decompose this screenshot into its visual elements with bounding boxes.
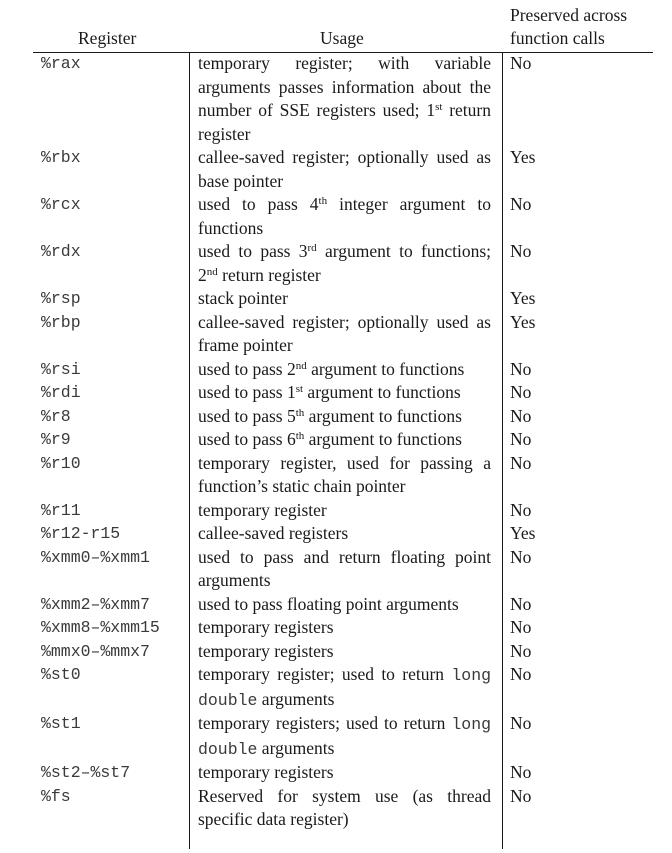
preserved-value: No	[510, 499, 532, 520]
table-row	[33, 785, 653, 832]
register-usage: temporary registers	[198, 640, 334, 661]
register-name: %rsi	[41, 359, 81, 379]
ordinal-suffix: th	[318, 195, 328, 207]
register-name: %rbp	[41, 312, 81, 332]
register-name: %st1	[41, 714, 81, 733]
table-row	[33, 663, 653, 712]
register-usage-table	[33, 0, 653, 853]
register-name: %st0	[41, 665, 81, 684]
preserved-value: No	[510, 405, 532, 426]
register-usage: temporary registers	[198, 762, 334, 782]
preserved-value: No	[510, 762, 532, 782]
table-row	[33, 452, 653, 499]
table-row	[33, 311, 653, 358]
preserved-value: No	[510, 53, 532, 73]
register-usage: used to pass 4th integer argument to functions	[198, 194, 492, 238]
register-name: %xmm8–%xmm15	[41, 618, 160, 637]
register-usage: used to pass 5th argument to functions	[198, 405, 462, 426]
ordinal-suffix: th	[295, 430, 305, 442]
preserved-value: No	[510, 617, 532, 637]
table-row	[33, 52, 653, 146]
register-usage: used to pass 3rd argument to functions; 2nd return register	[198, 241, 491, 285]
preserved-value: No	[510, 429, 532, 449]
preserved-value: No	[510, 546, 532, 567]
register-name: %r9	[41, 430, 71, 449]
register-usage: used to pass 2nd argument to functions	[198, 358, 465, 379]
ordinal-suffix: st	[435, 101, 443, 113]
register-usage: temporary register	[198, 499, 327, 520]
register-usage: temporary register, used for passing a function’s static chain pointer	[198, 452, 491, 496]
register-usage: temporary register; used to return long double arguments	[198, 664, 491, 710]
register-name: %rax	[41, 54, 81, 73]
preserved-value: No	[510, 382, 532, 402]
register-usage: callee-saved registers	[198, 523, 349, 543]
table-row	[33, 240, 653, 287]
table-row	[33, 193, 653, 240]
preserved-value: No	[510, 785, 532, 806]
code-type: long double	[198, 666, 491, 710]
preserved-value: No	[510, 358, 532, 379]
ordinal-suffix: rd	[307, 242, 317, 254]
register-name: %rdx	[41, 242, 81, 261]
register-name: %mmx0–%mmx7	[41, 641, 150, 661]
header-preserved	[510, 4, 627, 50]
register-usage: Reserved for system use (as thread specific data register)	[198, 785, 491, 829]
register-usage: callee-saved register; optionally used as base pointer	[198, 147, 491, 191]
ordinal-suffix: nd	[206, 265, 218, 278]
register-name: %r12-r15	[41, 524, 121, 543]
register-usage: used to pass 6th argument to functions	[198, 429, 462, 449]
register-usage: temporary register; with variable arguments passes information about the number of SSE registers used; 1st return register	[198, 53, 491, 144]
ordinal-suffix: nd	[295, 359, 307, 372]
preserved-value: Yes	[510, 311, 536, 332]
table-row	[33, 428, 653, 452]
register-name: %xmm2–%xmm7	[41, 594, 150, 614]
table-row	[33, 712, 653, 761]
register-name: %r8	[41, 406, 71, 426]
preserved-value: No	[510, 194, 532, 214]
table-row	[33, 146, 653, 193]
register-usage: temporary registers; used to return long double arguments	[198, 713, 491, 759]
register-usage: temporary registers	[198, 617, 334, 637]
ordinal-suffix: th	[295, 406, 305, 419]
header-preserved-line1: Preserved across	[510, 5, 628, 25]
preserved-value: Yes	[510, 288, 536, 308]
table-row	[33, 546, 653, 593]
register-name: %r11	[41, 500, 81, 520]
table-body	[33, 52, 653, 832]
register-usage: stack pointer	[198, 288, 288, 308]
table-row	[33, 593, 653, 617]
preserved-value: No	[510, 593, 532, 614]
register-name: %r10	[41, 453, 81, 473]
register-name: %rcx	[41, 195, 81, 214]
table-row	[33, 499, 653, 523]
preserved-value: No	[510, 241, 532, 261]
table-row	[33, 405, 653, 429]
preserved-value: No	[510, 452, 532, 473]
table-row	[33, 358, 653, 382]
register-usage: callee-saved register; optionally used as frame pointer	[198, 311, 491, 355]
register-name: %rsp	[41, 289, 81, 308]
register-name: %rdi	[41, 383, 81, 402]
register-name: %fs	[41, 786, 71, 806]
header-usage: Usage	[320, 28, 364, 48]
table-row	[33, 761, 653, 785]
table-row	[33, 640, 653, 664]
register-usage: used to pass and return floating point arguments	[198, 546, 491, 590]
preserved-value: No	[510, 664, 532, 684]
preserved-value: Yes	[510, 147, 536, 167]
preserved-value: No	[510, 713, 532, 733]
register-usage: used to pass floating point arguments	[198, 593, 459, 614]
code-type: long double	[198, 715, 491, 759]
header-register: Register	[78, 28, 137, 48]
table-row	[33, 287, 653, 311]
table-row	[33, 522, 653, 546]
register-name: %rbx	[41, 148, 81, 167]
table-row	[33, 616, 653, 640]
register-usage: used to pass 1st argument to functions	[198, 382, 461, 402]
register-name: %xmm0–%xmm1	[41, 547, 150, 567]
register-name: %st2–%st7	[41, 763, 131, 782]
preserved-value: Yes	[510, 523, 536, 543]
header-preserved-line2: function calls	[510, 28, 605, 48]
ordinal-suffix: st	[295, 383, 304, 395]
table-row	[33, 381, 653, 405]
preserved-value: No	[510, 640, 532, 661]
